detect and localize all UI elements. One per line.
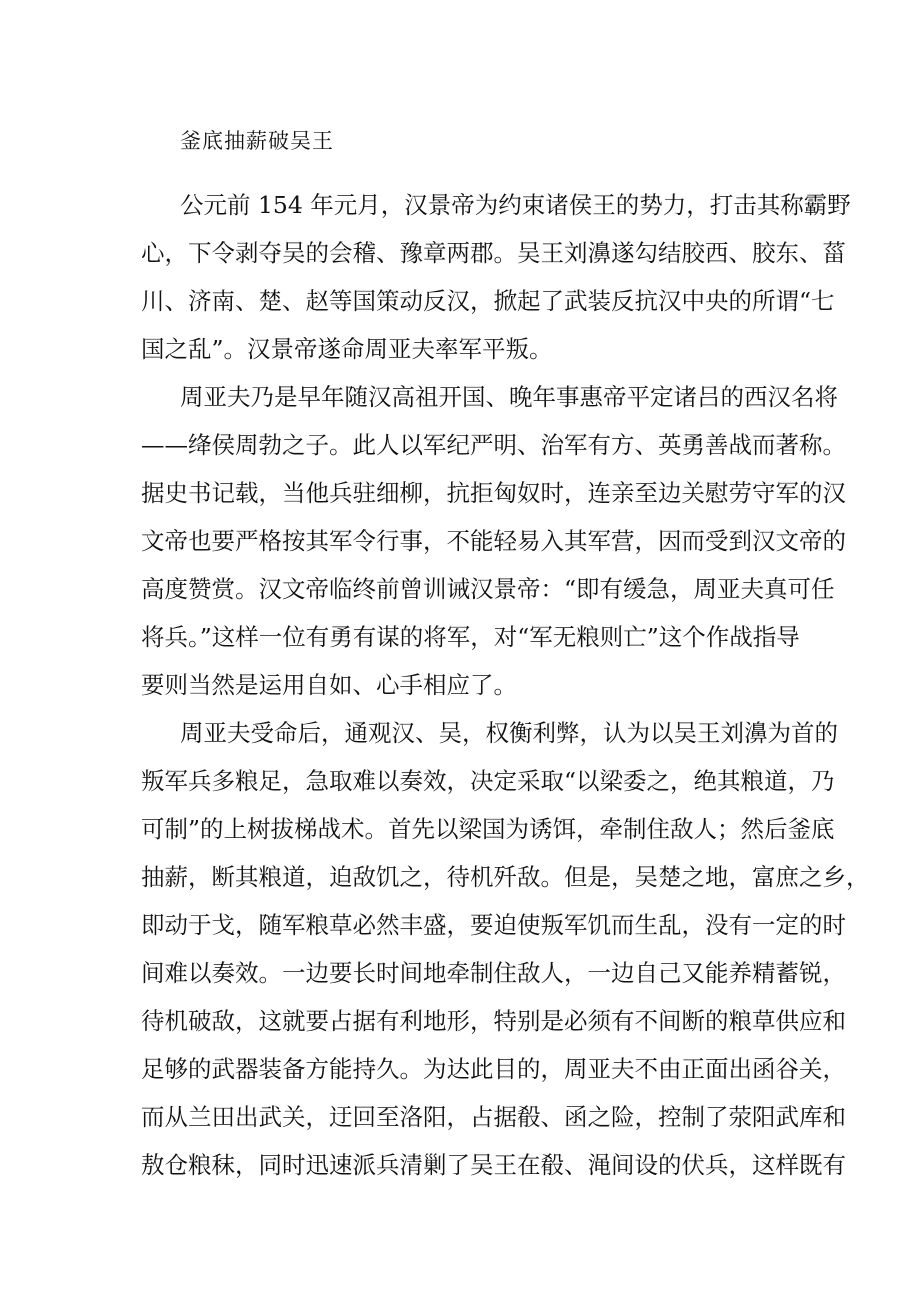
paragraph-2-line-1: 周亚夫乃是早年随汉高祖开国、晚年事惠帝平定诸吕的西汉名将 — [180, 383, 838, 411]
paragraph-1-line-1: 公元前 154 年元月，汉景帝为约束诸侯王的势力，打击其称霸野 — [180, 191, 851, 219]
paragraph-2-line-4: 文帝也要严格按其军令行事，不能轻易入其军营，因而受到汉文帝的 — [141, 527, 846, 555]
paragraph-1-line-3: 川、济南、楚、赵等国策动反汉，掀起了武装反抗汉中央的所谓“七 — [141, 287, 835, 315]
paragraph-1-line-2: 心，下令剥夺吴的会稽、豫章两郡。吴王刘濞遂勾结胶西、胶东、菑 — [141, 239, 846, 267]
paragraph-3-line-7: 待机破敌，这就要占据有利地形，特别是必须有不间断的粮草供应和 — [141, 1007, 846, 1035]
paragraph-3-line-10: 敖仓粮秣，同时迅速派兵清剿了吴王在殽、渑间设的伏兵，这样既有 — [141, 1151, 846, 1179]
paragraph-3-line-6: 间难以奏效。一边要长时间地牵制住敌人，一边自己又能养精蓄锐， — [141, 959, 846, 987]
paragraph-3-line-9: 而从兰田出武关，迂回至洛阳，占据殽、函之险，控制了荥阳武库和 — [141, 1103, 846, 1131]
document-title: 釜底抽薪破吴王 — [180, 129, 334, 153]
paragraph-1-line-4: 国之乱”。汉景帝遂命周亚夫率军平叛。 — [141, 335, 553, 363]
paragraph-3-line-3: 可制”的上树拔梯战术。首先以梁国为诱饵，牵制住敌人；然后釜底 — [141, 815, 835, 843]
paragraph-2-line-2: ——绛侯周勃之子。此人以军纪严明、治军有方、英勇善战而著称。 — [141, 431, 846, 459]
paragraph-2-line-5: 高度赞赏。汉文帝临终前曾训诫汉景帝：“即有缓急，周亚夫真可任 — [141, 575, 835, 603]
paragraph-3-line-1: 周亚夫受命后，通观汉、吴，权衡利弊，认为以吴王刘濞为首的 — [180, 719, 838, 747]
paragraph-3-line-4: 抽薪，断其粮道，迫敌饥之，待机歼敌。但是，吴楚之地，富庶之乡， — [141, 863, 870, 891]
paragraph-2-line-3: 据史书记载，当他兵驻细柳，抗拒匈奴时，连亲至边关慰劳守军的汉 — [141, 479, 846, 507]
paragraph-3-line-8: 足够的武器装备方能持久。为达此目的，周亚夫不由正面出函谷关， — [141, 1055, 846, 1083]
paragraph-3-line-5: 即动于戈，随军粮草必然丰盛，要迫使叛军饥而生乱，没有一定的时 — [141, 911, 846, 939]
paragraph-2-line-6: 将兵。”这样一位有勇有谋的将军，对“军无粮则亡”这个作战指导 — [141, 623, 800, 651]
paragraph-3-line-2: 叛军兵多粮足，急取难以奏效，决定采取“以梁委之，绝其粮道，乃 — [141, 767, 835, 795]
paragraph-2-line-7: 要则当然是运用自如、心手相应了。 — [141, 671, 517, 699]
